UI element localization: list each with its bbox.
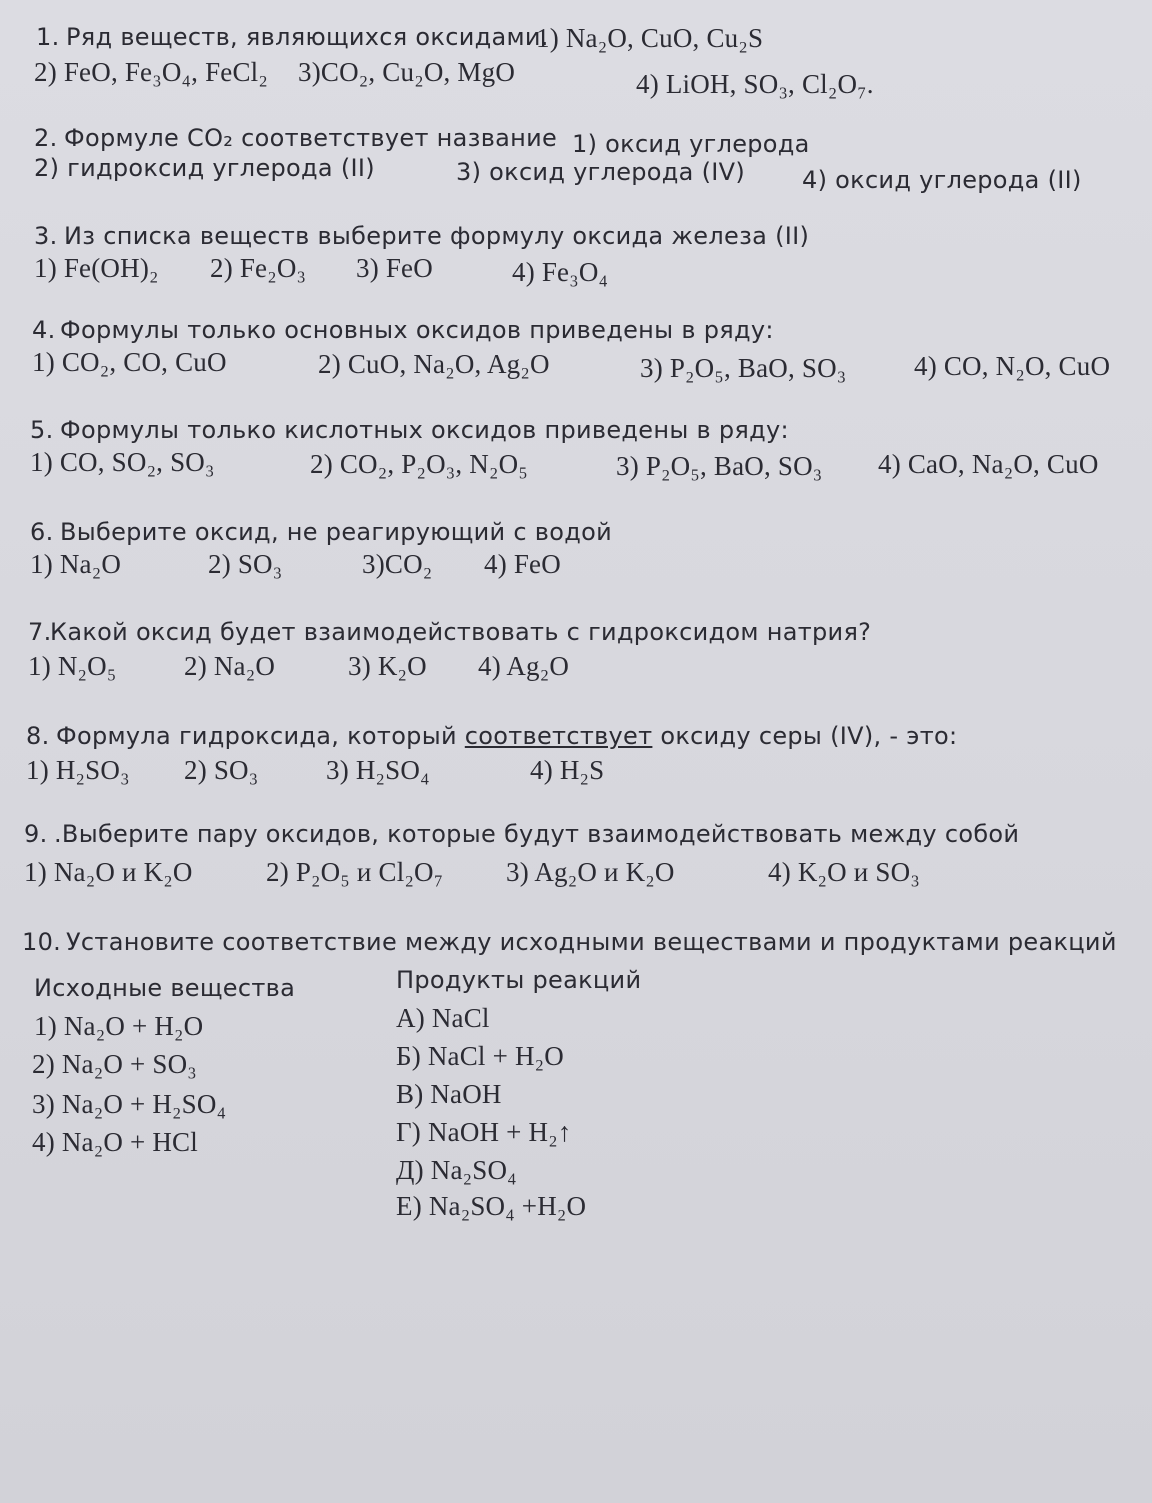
- question-3-text: Из списка веществ выберите формулу оксида железа (II): [64, 222, 810, 250]
- question-10-left-item-3: 3) Na₂O + H₂SO₄: [32, 1089, 227, 1119]
- question-4-option-2: 2) CuO, Na₂O, Ag₂O: [318, 349, 550, 379]
- question-6-option-1: 1) Na₂O: [30, 549, 122, 579]
- question-6-option-3: 3)CO₂: [362, 549, 433, 579]
- question-10-left-item-4: 4) Na₂O + HCl: [32, 1127, 198, 1157]
- question-5-option-1: 1) CO, SO₂, SO₃: [30, 447, 215, 477]
- question-7-text: Какой оксид будет взаимодействовать с гидроксидом натрия?: [50, 618, 872, 646]
- question-9-text: .Выберите пару оксидов, которые будут взаимодействовать между собой: [54, 820, 1020, 848]
- question-10-right-item-6: Е) Na₂SO₄ +H₂O: [396, 1191, 587, 1221]
- question-3-option-4: 4) Fe₃O₄: [512, 257, 609, 287]
- question-2-option-3: 3) оксид углерода (IV): [456, 158, 746, 186]
- question-10-left-item-1: 1) Na₂O + H₂O: [34, 1011, 204, 1041]
- question-2-option-2: 2) гидроксид углерода (II): [34, 154, 375, 182]
- question-1-text: Ряд веществ, являющихся оксидами.: [66, 23, 549, 51]
- question-8-text-underlined: соответствует: [464, 722, 653, 750]
- question-8-text-after: оксиду серы (IV), - это:: [652, 722, 958, 750]
- question-9-option-3: 3) Ag₂O и K₂O: [506, 857, 675, 887]
- question-10-right-header: Продукты реакций: [396, 966, 642, 994]
- question-2-text: Формуле CO₂ соответствует название: [64, 124, 558, 152]
- question-6-option-2: 2) SO₃: [208, 549, 283, 579]
- question-7-option-1: 1) N₂O₅: [28, 651, 117, 681]
- question-4-option-1: 1) CO₂, CO, CuO: [32, 347, 227, 377]
- question-8-text: [56, 720, 957, 752]
- question-10-left-item-2: 2) Na₂O + SO₃: [32, 1049, 197, 1079]
- question-1-option-3: 3)CO₂, Cu₂O, MgO: [298, 57, 516, 87]
- question-10-right-item-5: Д) Na₂SO₄: [396, 1155, 517, 1185]
- question-3-option-2: 2) Fe₂O₃: [210, 253, 307, 283]
- question-5-text: Формулы только кислотных оксидов приведены в ряду:: [60, 416, 789, 444]
- question-10-right-item-2: Б) NaCl + H₂O: [396, 1041, 564, 1071]
- question-8-text-before: Формула гидроксида, который: [56, 722, 465, 750]
- question-2-option-4: 4) оксид углерода (II): [802, 166, 1082, 194]
- question-3-option-1: 1) Fe(OH)₂: [34, 253, 159, 283]
- question-10-right-item-1: А) NaCl: [396, 1003, 490, 1033]
- question-10-text: Установите соответствие между исходными веществами и продуктами реакций: [66, 928, 1117, 956]
- question-8-option-4: 4) H₂S: [530, 755, 605, 785]
- question-5-option-4: 4) CaO, Na₂O, CuO: [878, 449, 1099, 479]
- question-10-right-item-4: Г) NaOH + H₂↑: [396, 1117, 572, 1147]
- question-9-option-1: 1) Na₂O и K₂O: [24, 857, 193, 887]
- question-8-option-2: 2) SO₃: [184, 755, 259, 785]
- question-8-option-1: 1) H₂SO₃: [26, 755, 130, 785]
- question-5-option-2: 2) CO₂, P₂O₃, N₂O₅: [310, 449, 528, 479]
- question-4-option-4: 4) CO, N₂O, CuO: [914, 351, 1111, 381]
- question-1-option-1: 1) Na₂O, CuO, Cu₂S: [536, 23, 764, 53]
- question-10-number: 10.: [22, 928, 62, 956]
- question-2-number: 2.: [34, 124, 58, 152]
- question-1-number: 1.: [36, 23, 60, 51]
- question-10-left-header: Исходные вещества: [34, 974, 296, 1002]
- question-9-option-2: 2) P₂O₅ и Cl₂O₇: [266, 857, 444, 887]
- question-7-number: 7.: [28, 618, 52, 646]
- question-9-number: 9.: [24, 820, 48, 848]
- question-6-text: Выберите оксид, не реагирующий с водой: [60, 518, 613, 546]
- question-7-option-4: 4) Ag₂O: [478, 651, 570, 681]
- question-4-option-3: 3) P₂O₅, BaO, SO₃: [640, 353, 847, 383]
- question-8-option-3: 3) H₂SO₄: [326, 755, 430, 785]
- question-6-option-4: 4) FeO: [484, 549, 561, 579]
- question-5-option-3: 3) P₂O₅, BaO, SO₃: [616, 451, 823, 481]
- question-3-number: 3.: [34, 222, 58, 250]
- question-2-option-1: 1) оксид углерода: [572, 130, 810, 158]
- question-4-text: Формулы только основных оксидов приведены в ряду:: [60, 316, 774, 344]
- question-9-option-4: 4) K₂O и SO₃: [768, 857, 920, 887]
- question-7-option-3: 3) K₂O: [348, 651, 427, 681]
- question-3-option-3: 3) FeO: [356, 253, 433, 283]
- question-6-number: 6.: [30, 518, 54, 546]
- question-4-number: 4.: [32, 316, 56, 344]
- question-1-option-4: 4) LiOH, SO₃, Cl₂O₇.: [636, 69, 874, 99]
- question-10-right-item-3: В) NaOH: [396, 1079, 502, 1109]
- question-7-option-2: 2) Na₂O: [184, 651, 276, 681]
- question-5-number: 5.: [30, 416, 54, 444]
- question-1-option-2: 2) FeO, Fe₃O₄, FeCl₂: [34, 57, 268, 87]
- question-8-number: 8.: [26, 722, 50, 750]
